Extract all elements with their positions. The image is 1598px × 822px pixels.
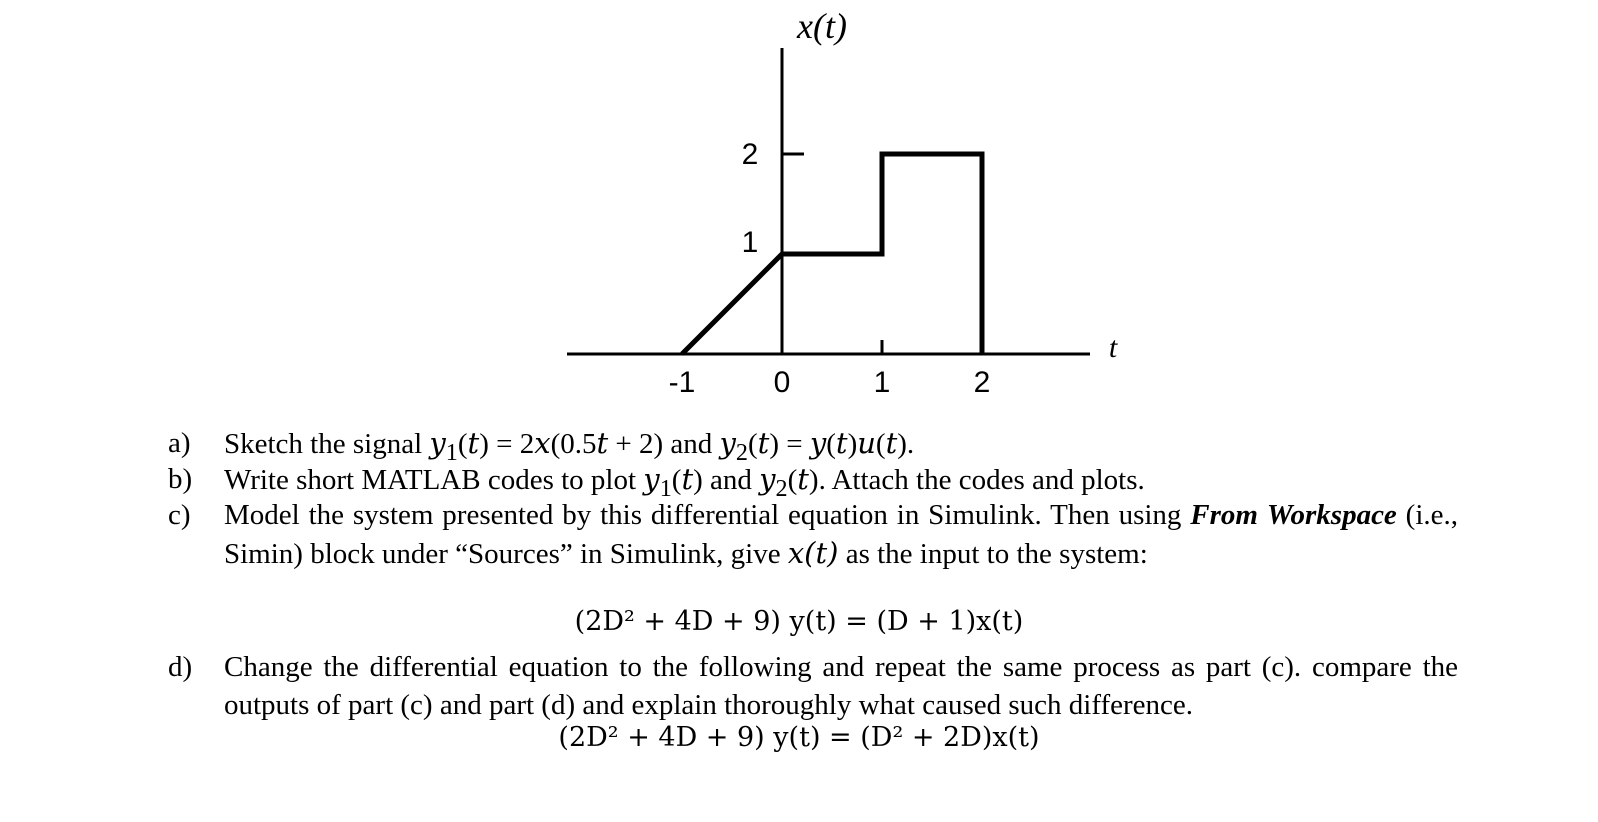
math-x: x: [534, 426, 551, 460]
text-run: (: [875, 428, 886, 460]
bold-term-workspace: Workspace: [1266, 499, 1397, 531]
text-run: (: [787, 464, 798, 496]
math-t: t: [467, 426, 480, 460]
equation-c: [0, 606, 1598, 637]
math-t: t: [797, 462, 809, 496]
question-label: b): [168, 463, 193, 495]
text-run: (: [457, 428, 468, 460]
x-tick-label: 0: [773, 366, 791, 399]
math-t: t: [835, 426, 848, 460]
text-run: ).: [897, 428, 915, 460]
text-run: Write short MATLAB codes to plot: [224, 464, 644, 496]
text-run: ). Attach the codes and plots.: [808, 464, 1145, 496]
math-y: y: [759, 462, 776, 496]
math-t: t: [885, 426, 898, 460]
question-c: [168, 496, 1458, 573]
x-tick-label: -1: [668, 366, 696, 399]
y-tick-label: 1: [741, 226, 759, 259]
subscript: 1: [445, 438, 458, 466]
text-run: Sketch the signal: [224, 428, 430, 460]
question-label: c): [168, 499, 191, 531]
text-run: ): [847, 428, 858, 460]
math-y: y: [643, 462, 660, 496]
subscript: 1: [659, 474, 672, 502]
text-run: (: [748, 428, 758, 460]
question-text: Change the differential equation to the following and repeat the same process as part (c). compare the outputs of part (c) and part (d) and explain thoroughly what caused such difference.: [224, 651, 1458, 721]
math-t: t: [757, 426, 770, 460]
tick-labels: [669, 138, 991, 399]
equation-d: [0, 722, 1598, 753]
text-run: (i.e., Simin) block under “Sources” in Simulink, give: [224, 499, 1459, 570]
text-run: (0.5: [550, 428, 597, 460]
x-tick-label: 2: [973, 366, 991, 399]
equation-text: (2D² + 4D + 9) y(t) = (D² + 2D)x(t): [558, 722, 1040, 753]
text-run: (: [826, 428, 836, 460]
math-u: u: [857, 426, 876, 460]
subscript: 2: [735, 438, 748, 466]
y-tick-label: 2: [741, 138, 759, 171]
math-x-of-t: x(t): [787, 536, 839, 570]
question-text: [224, 496, 1458, 573]
plot-axes: [567, 48, 1090, 354]
math-t: t: [681, 462, 694, 496]
x-tick-label: 1: [873, 366, 891, 399]
text-run: Model the system presented by this differential equation in Simulink. Then using: [224, 499, 1191, 531]
math-t: t: [596, 426, 609, 460]
text-run: ) and: [693, 464, 760, 496]
math-y: y: [429, 426, 446, 460]
math-y: y: [809, 426, 827, 460]
text-run: ) = 2: [479, 428, 535, 460]
x-axis-label: t: [1108, 331, 1118, 364]
signal-x-of-t: [682, 154, 982, 354]
text-run: (: [671, 464, 682, 496]
subscript: 2: [775, 474, 788, 502]
text-run: ) =: [769, 428, 810, 460]
question-d: [168, 648, 1458, 724]
y-axis-label: x(t): [797, 6, 847, 46]
bold-term-from: From: [1190, 499, 1258, 531]
text-run: as the input to the system:: [838, 538, 1148, 570]
question-label: a): [168, 427, 191, 459]
equation-text: (2D² + 4D + 9) y(t) = (D + 1)x(t): [574, 606, 1024, 637]
math-y: y: [719, 426, 736, 460]
signal-figure: [0, 0, 1598, 410]
question-label: d): [168, 651, 193, 683]
text-run: + 2) and: [608, 428, 720, 460]
